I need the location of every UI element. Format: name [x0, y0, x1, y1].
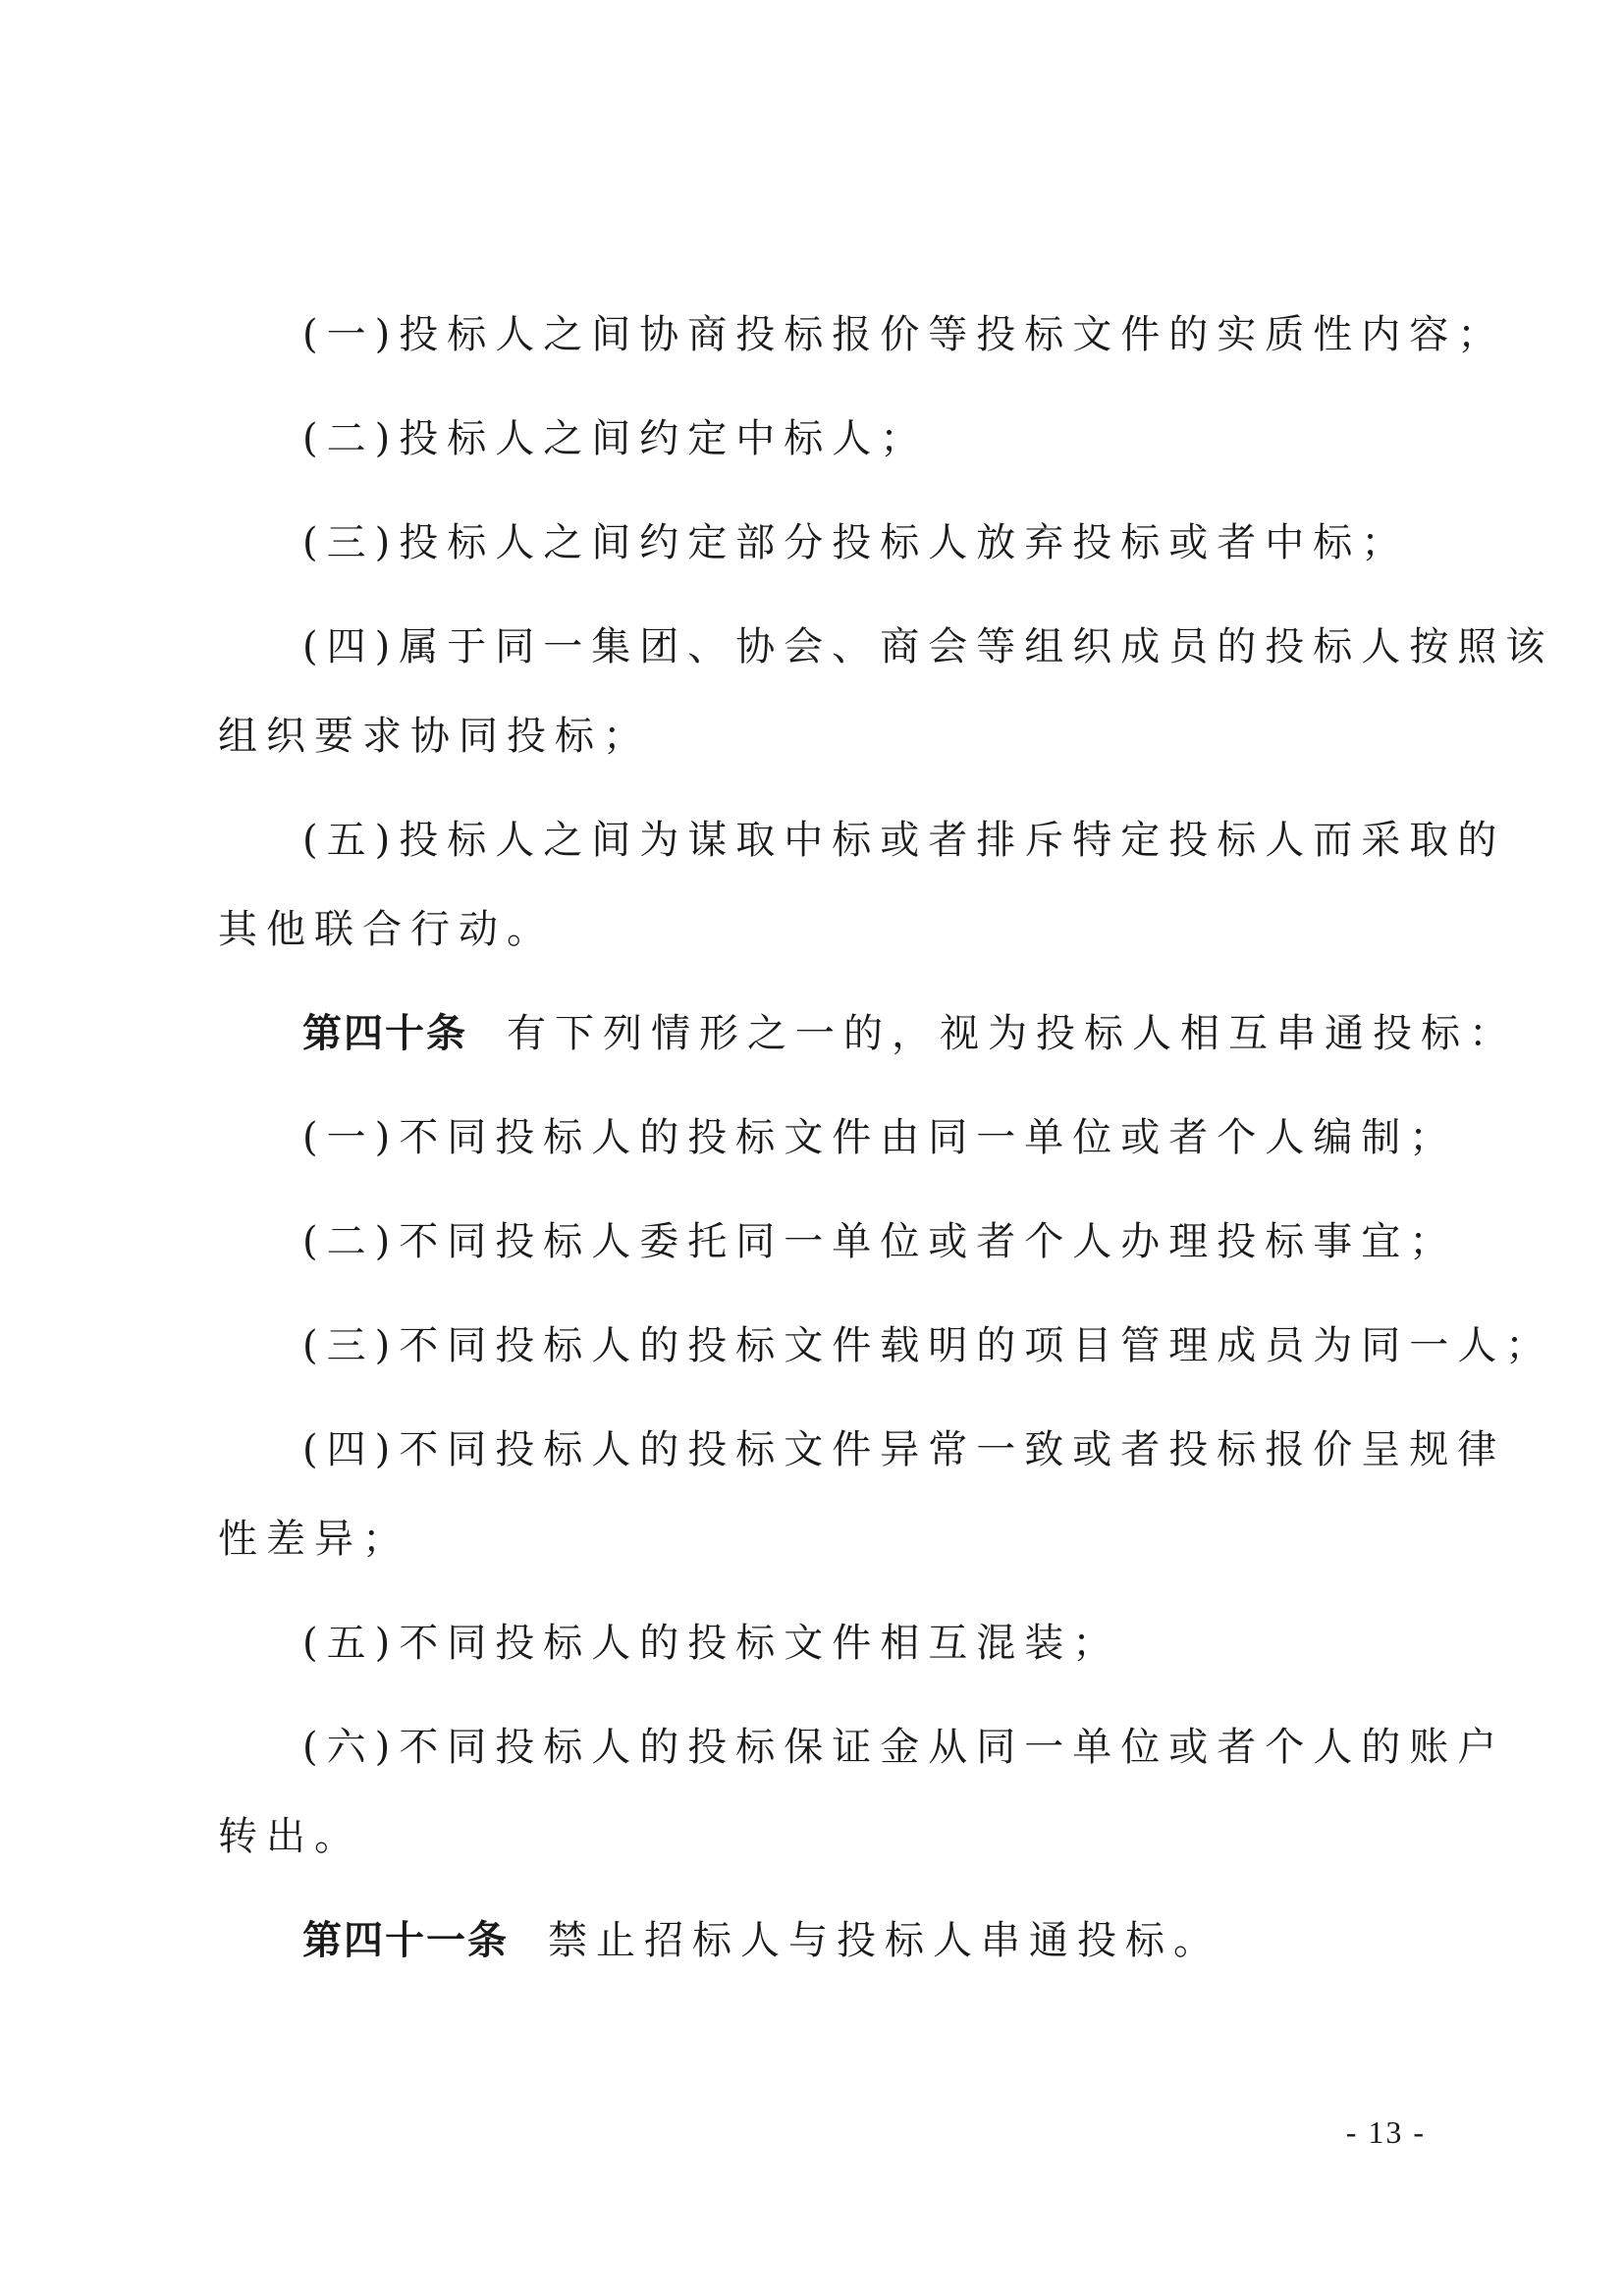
list-item: (六)不同投标人的投标保证金从同一单位或者个人的账户 [302, 1725, 1506, 1770]
page-number: - 13 - [1345, 2114, 1426, 2150]
list-item: (三)不同投标人的投标文件载明的项目管理成员为同一人； [302, 1323, 1554, 1368]
paragraph-line: (三)投标人之间约定部分投标人放弃投标或者中标； [302, 520, 1410, 565]
paragraph-line: (二)投标人之间约定中标人； [302, 416, 929, 461]
list-item: (四)不同投标人的投标文件异常一致或者投标报价呈规律 [302, 1427, 1506, 1472]
list-item: (二)不同投标人委托同一单位或者个人办理投标事宜； [302, 1219, 1458, 1264]
paragraph-line: (四)属于同一集团、协会、商会等组织成员的投标人按照该 [302, 624, 1554, 669]
list-item: (一)不同投标人的投标文件由同一单位或者个人编制； [302, 1115, 1458, 1160]
list-item-continuation: 性差异； [218, 1517, 410, 1562]
article-41 [0, 1915, 1624, 1966]
article-number: 第四十一条 [302, 1918, 509, 1963]
article-text: 禁止招标人与投标人串通投标。 [548, 1918, 1221, 1963]
article-text: 有下列情形之一的，视为投标人相互串通投标： [507, 1011, 1517, 1056]
paragraph-line: 组织要求协同投标； [218, 714, 651, 759]
list-item-continuation: 转出。 [218, 1814, 362, 1859]
article-number: 第四十条 [302, 1011, 467, 1056]
article-40 [0, 1008, 1624, 1059]
list-item: (五)不同投标人的投标文件相互混装； [302, 1621, 1121, 1666]
paragraph-line: 其他联合行动。 [218, 907, 555, 952]
paragraph-line: (一)投标人之间协商投标报价等投标文件的实质性内容； [302, 312, 1506, 357]
paragraph-line: (五)投标人之间为谋取中标或者排斥特定投标人而采取的 [302, 818, 1506, 863]
